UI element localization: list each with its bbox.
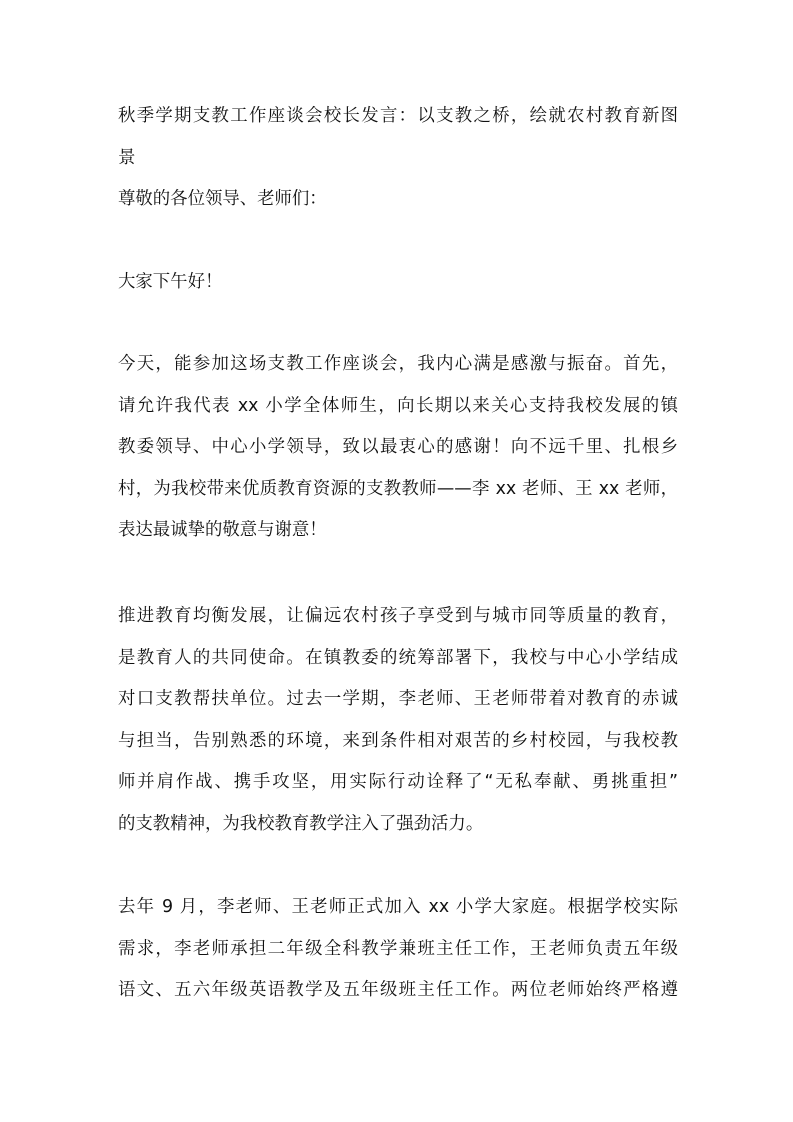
paragraph-3 [118, 887, 678, 1012]
salutation [118, 179, 678, 221]
title-line: 景 [118, 147, 136, 168]
text-line: 今天，能参加这场支教工作座谈会，我内心满是感激与振奋。首先， [118, 354, 678, 374]
document-title [118, 96, 678, 179]
paragraph-2 [118, 596, 678, 845]
text-line: 请允许我代表 xx 小学全体师生，向长期以来关心支持我校发展的镇 [118, 395, 678, 416]
greeting-line: 大家下午好！ [118, 272, 223, 292]
text-line: 与担当，告别熟悉的环境，来到条件相对艰苦的乡村校园，与我校教 [118, 730, 678, 751]
salutation-line: 尊敬的各位领导、老师们： [118, 189, 327, 209]
text-line: 表达最诚挚的敬意与谢意！ [118, 520, 327, 540]
text-line: 师并肩作战、携手攻坚，用实际行动诠释了“无私奉献、勇挑重担” [118, 772, 678, 792]
text-line: 的支教精神，为我校教育教学注入了强劲活力。 [118, 813, 484, 834]
text-line: 对口支教帮扶单位。过去一学期，李老师、王老师带着对教育的赤诚 [118, 689, 678, 709]
text-line: 去年 9 月，李老师、王老师正式加入 xx 小学大家庭。根据学校实际 [118, 897, 678, 917]
text-line: 需求，李老师承担二年级全科教学兼班主任工作，王老师负责五年级 [118, 938, 678, 959]
text-line: 推进教育均衡发展，让偏远农村孩子享受到与城市同等质量的教育， [118, 606, 678, 626]
text-line: 是教育人的共同使命。在镇教委的统筹部署下，我校与中心小学结成 [118, 647, 678, 668]
text-line: 语文、五六年级英语教学及五年级班主任工作。两位老师始终严格遵 [118, 980, 678, 1000]
greeting [118, 262, 678, 304]
text-line: 村，为我校带来优质教育资源的支教教师——李 xx 老师、王 xx 老师， [118, 478, 678, 499]
paragraph-1 [118, 344, 678, 552]
text-line: 教委领导、中心小学领导，致以最衷心的感谢！向不远千里、扎根乡 [118, 437, 678, 457]
title-line: 秋季学期支教工作座谈会校长发言：以支教之桥，绘就农村教育新图 [118, 106, 678, 126]
